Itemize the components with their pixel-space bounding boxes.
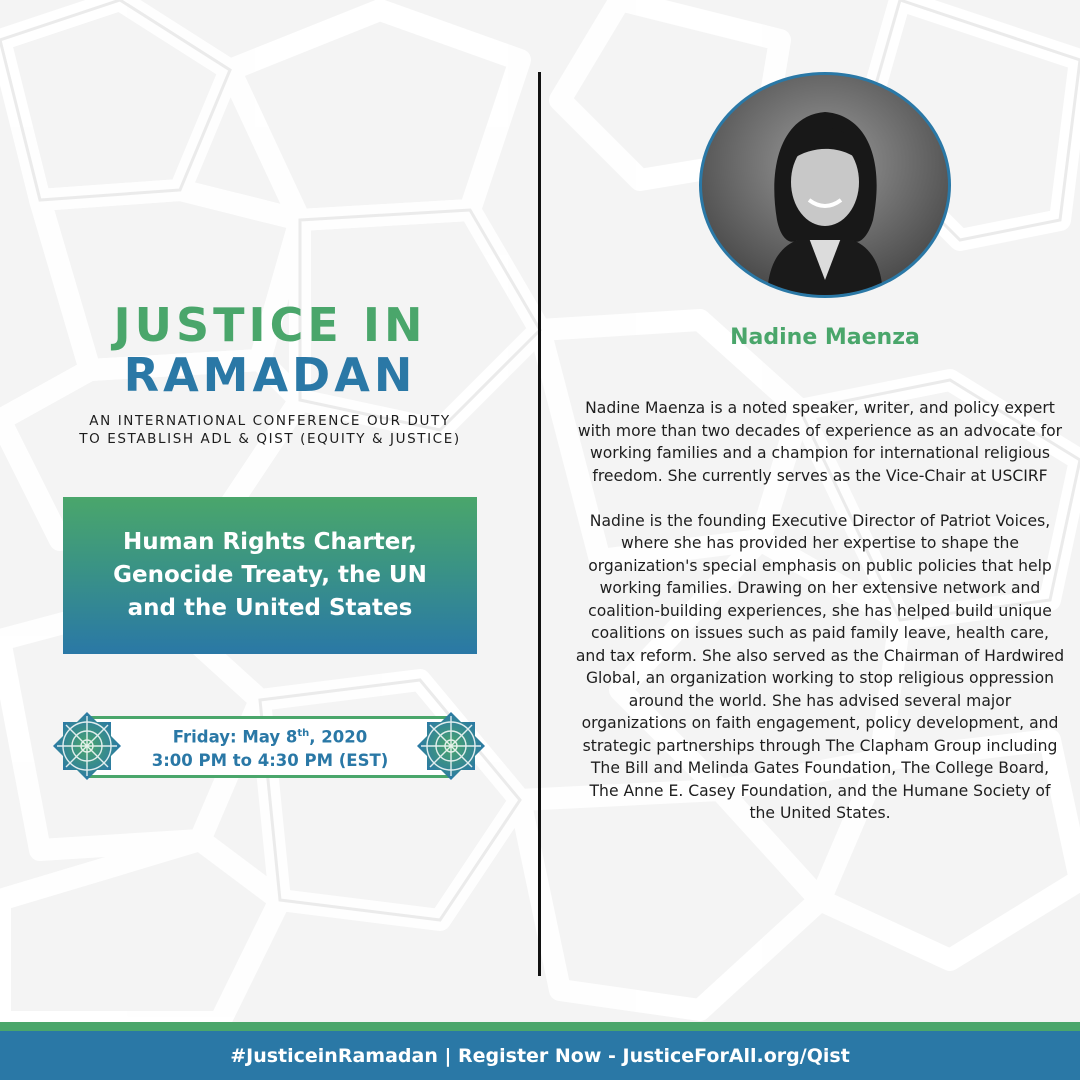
event-date-year: , 2020: [309, 727, 368, 747]
vertical-divider: [538, 72, 541, 976]
event-time: 3:00 PM to 4:30 PM (EST): [151, 750, 389, 770]
event-title-line-2: RAMADAN: [123, 348, 417, 402]
session-topic-line-3: and the United States: [127, 595, 413, 621]
date-time-banner: [88, 716, 452, 778]
geometric-rosette-icon: [52, 711, 122, 781]
speaker-bio-paragraph-2: Nadine is the founding Executive Director of Patriot Voices, where she has provided her expertise to shape the organization's special emphasis on public policies that help working families. Drawing on her extensive network and coalition-building experiences, she has helped build unique coalitions on issues such as paid family leave, health care, and tax reform. She also served as the Chairman of Hardwired Global, an organization working to stop religious oppression around the world. She has advised several major organizations on faith engagement, policy development, and strategic partnerships through The Clapham Group including The Bill and Melinda Gates Foundation, The College Board, The Anne E. Casey Foundation, and the Humane Society of the United States.: [575, 511, 1065, 822]
session-topic-box: [63, 497, 477, 654]
event-date-prefix: Friday: May 8: [172, 727, 298, 747]
session-topic-line-2: Genocide Treaty, the UN: [113, 562, 427, 588]
footer-registration-text: #JusticeinRamadan | Register Now - JusticeForAll.org/Qist: [230, 1044, 850, 1067]
event-title-block: [60, 300, 480, 448]
event-date: [173, 722, 367, 749]
speaker-name: Nadine Maenza: [730, 325, 920, 350]
session-topic-line-1: Human Rights Charter,: [122, 529, 418, 555]
event-subtitle-line-1: AN INTERNATIONAL CONFERENCE OUR DUTY: [89, 413, 451, 429]
speaker-photo: [697, 70, 953, 300]
speaker-bio: [575, 397, 1065, 825]
event-title-line-1: JUSTICE IN: [113, 298, 427, 352]
event-subtitle-line-2: TO ESTABLISH ADL & QIST (EQUITY & JUSTICE): [79, 431, 461, 447]
footer-banner: [0, 1031, 1080, 1080]
event-subtitle: [60, 412, 480, 448]
speaker-bio-paragraph-1: Nadine Maenza is a noted speaker, writer, and policy expert with more than two decades of experience as an advocate for working families and a champion for international religious freedom. She currently serves as the Vice-Chair at USCIRF: [577, 399, 1063, 485]
event-date-suffix: th: [297, 728, 310, 740]
geometric-rosette-icon: [416, 711, 486, 781]
footer-accent-stripe: [0, 1022, 1080, 1031]
